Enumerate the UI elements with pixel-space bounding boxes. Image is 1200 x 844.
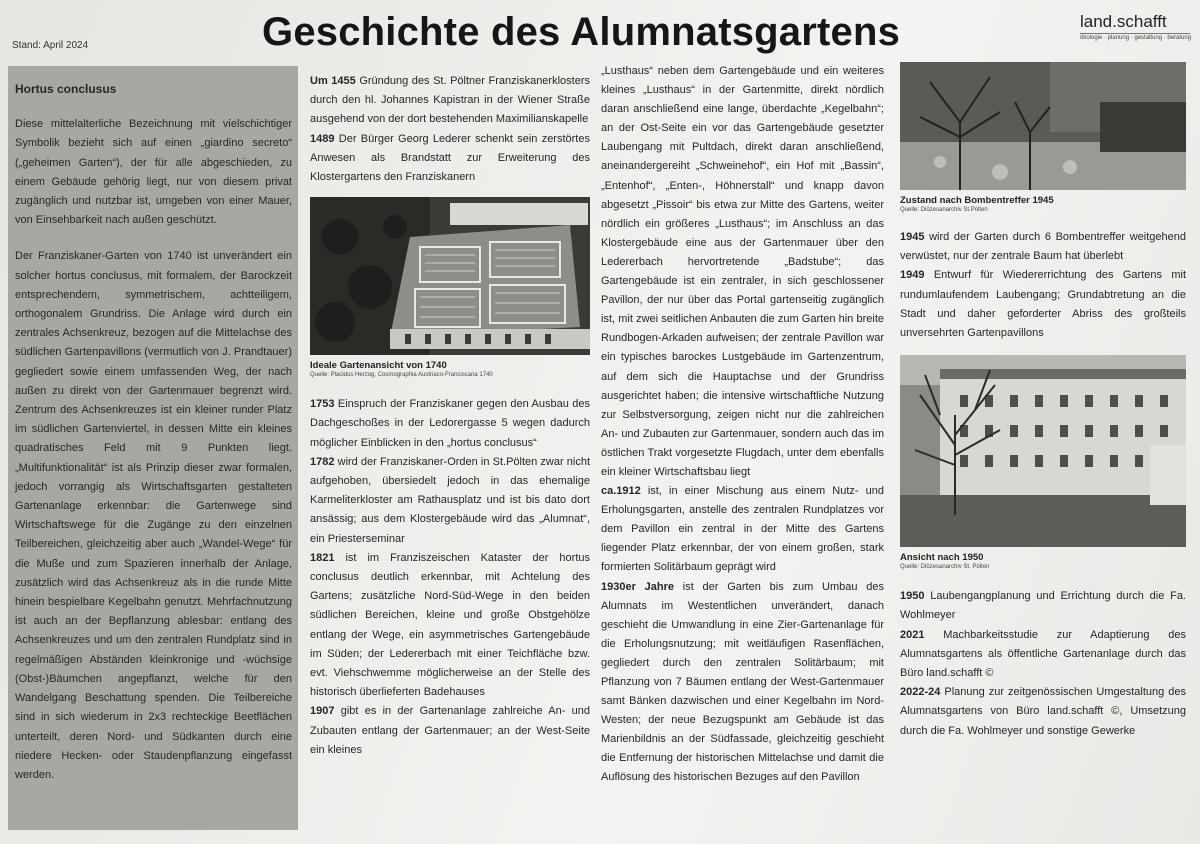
entry-2021: 2021 Machbarkeitsstudie zur Adaptierung des Alumnatsgartens als öffentliche Gartenanlage durch das Büro land.schafft © xyxy=(900,628,1186,680)
bomb-damage-photo xyxy=(900,62,1186,190)
entry-1455: Um 1455 Gründung des St. Pöltner Franziskanerklosters durch den hl. Johannes Kapistran in der Wiener Straße ausgehend von der dort bestehenden Maximilianskapelle xyxy=(310,75,590,126)
view-after-1950-image xyxy=(900,355,1186,547)
entry-1753: 1753 Einspruch der Franziskaner gegen den Ausbau des Dachgeschoßes in der Ledorergasse 5 wegen dadurch möglicher Einblicken in den „hortus conclusus“ xyxy=(310,398,590,449)
logo-tagline: ökologie · planung · gestaltung · beratung xyxy=(1080,35,1192,41)
building-1950-photo xyxy=(900,355,1186,547)
panel-heading: Hortus conclusus xyxy=(15,82,117,96)
entry-1821: 1821 ist im Franziszeischen Kataster der hortus conclusus deutlich erkennbar, mit Achtelung des Gartens; zusätzliche Nord-Süd-Wege in den beiden südlichen Bereichen, kleine und große Obstgehölze entlang der Wege, ein asymmetrisches Gartengebäude im Süden; der Ledererbach mit einer Teichfläche bzw. evt. Viehschwemme möglicherweise an der Stelle des historisch überlieferten Badehauses xyxy=(310,551,590,699)
entry-2022-24: 2022-24 Planung zur zeitgenössischen Umgestaltung des Alumnatsgartens von Büro land.schafft ©, Umsetzung durch die Fa. Wohlmeyer und sonstige Gewerke xyxy=(900,686,1186,737)
image-caption: Ideale Gartenansicht von 1740 xyxy=(310,360,447,372)
garden-plan-illustration xyxy=(310,197,590,355)
logo xyxy=(1080,12,1190,41)
entry-1782: 1782 wird der Franziskaner-Orden in St.Pölten zwar nicht aufgehoben, übersiedelt jedoch in das ehemalige Karmeliterkloster am Rathausplatz und ist bis dato dort ansässig; aus dem Klostergebäude wird das „Alumnat“, ein Priesterseminar xyxy=(310,455,590,545)
bomb-damage-1945-image xyxy=(900,62,1186,190)
timeline-column-3 xyxy=(601,62,884,788)
entry-1907-continued: „Lusthaus“ neben dem Gartengebäude und ein weiteres kleines „Lusthaus“ in der Gartenmitte, direkt nördlich daran anschließend eine lange, überdachte „Kegelbahn“; an der Ost-Seite ein vor das Gartengebäude gesetzter Laubengang mit Pultdach, direkt daran anschließend, aneinandergereiht „Schweinehof“, ein Hof mit „Bassin“, „Entenhof“, „Enten-, Höhnerstall“ und knapp davon abgesetzt „Pissoir“ bis etwa zur Mitte des Gartens, weiter nördlich ein größeres „Lusthaus“; im Anschluss an das Klostergebäude eine aus der Gartenmauer über den Ledererbach hervortretende „Badstube“; das Gartengebäude ist ein zentraler, in sich geschlossener Pavillon, der nur über das Portal gartenseitig zugänglich ist, mit zwei seitlichen Anbauten die zum Garten hin breite Rundbogen-Arkaden aufweisen; der zentrale Pavillon war ein typisches barockes Lustgebäude im Gartenzentrum, auf dem sich die Hauptachse und der Grundriss ausgerichtet haben; die intensive wirtschaftliche Nutzung zur Selbstversorgung, zeigen nicht nur die zahlreichen An- und Zubauten zur Gartenmauer, sondern auch das im östlichen Trakt vorgesetzte Flugdach, unter dem ebenfalls ein kleiner Wirtschaftsbau liegt xyxy=(601,65,884,478)
entry-1950: 1950 Laubengangplanung und Errichtung durch die Fa. Wohlmeyer xyxy=(900,590,1186,622)
entry-1945: 1945 wird der Garten durch 6 Bombentreffer weitgehend verwüstet, nur der zentrale Baum hat überlebt xyxy=(900,231,1186,263)
image-caption-1950: Ansicht nach 1950 xyxy=(900,552,984,564)
logo-text: land.schafft xyxy=(1080,12,1167,31)
entry-1912: ca.1912 ist, in einer Mischung aus einem Nutz- und Erholungsgarten, anstelle des zentralen Rundplatzes vor dem Pavillon ein zentral in der Mitte des Gartens liegender Platz erkennbar, der von einem großen, stark formierten Solitärbaum geprägt wird xyxy=(601,485,884,574)
garden-description-paragraph: Der Franziskaner-Garten von 1740 ist unverändert ein solcher hortus conclusus, mit formalem, der Barockzeit entsprechendem, symmetrischem, achtteiligem, orthogonalem Grundriss. Die Anlage wird durch ein zentrales Achsenkreuz, bezogen auf die Mittelachse des südlichen Gartenpavillons (vermutlich von J. Prandtauer) gegliedert sowie einem umfassenden Weg, der nach außen zu direkt von der Gartenmauer begrenzt wird. Zentrum des Achsenkreuzes ist ein kleiner runder Platz im südlichen Gartenviertel, in dessen Mitte ein kleines quadratisches Feld mit 9 Punkten liegt. „Multifunktionalität“ ist als Prinzip dieser zwar formalen, jedoch vorrangig als Wirtschaftsgarten gestalteten Gartenanlage erkennbar: die Gartenwege sind Wirtschaftswege für die Zugänge zu den einzelnen Teilbereichen, gleichzeitig aber auch „Wandel-Wege“ für die Muße und zum Spazieren innerhalb der Anlage, zusätzlich wird das Achsenkreuz als in die runde Mitte hinein bespielbare Kegelbahn genutzt. Mehrfachnutzung ist auch an der Bepflanzung ablesbar: entlang des Achsenkreuzes und um den zentralen Rundplatz sind in regelmäßigen Abständen kleinkronige und -wüchsige (Obst-)Bäumchen angepflanzt, welche für den Wandelgang Beschattung spenden. Die Teilbereiche sind in sich wiederum in 2x3 rechteckige Beetflächen unterteilt, deren Nord- und Südkanten durch eine niedere Hecken- oder Staudenpflanzung eingefasst werden. xyxy=(15,250,292,781)
date-stamp: Stand: April 2024 xyxy=(12,40,89,51)
page-title: Geschichte des Alumnatsgartens xyxy=(262,10,901,54)
intro-paragraph: Diese mittelalterliche Bezeichnung mit vielschichtiger Symbolik bezieht sich auf einen „giardino secreto“ („geheimen Garten“), der für alle abgeschieden, zu einem Gebäude gehörig liegt, nur von diesem privat zugänglich und nutzbar ist, umgeben von einer Mauer, von Einsehbarkeit nach außen geschützt. xyxy=(15,118,292,227)
timeline-column-4 xyxy=(900,62,1186,741)
garden-view-1740-image xyxy=(310,197,590,355)
timeline-column-2 xyxy=(310,72,590,760)
image-source-1945: Quelle: Diözesanarchiv St.Pölten xyxy=(900,207,988,213)
image-caption-1945: Zustand nach Bombentreffer 1945 xyxy=(900,195,1054,206)
image-source: Quelle: Placidus Herzog, Cosmographia Austriaco-Franciscana 1740 xyxy=(310,372,493,379)
hortus-conclusus-panel xyxy=(8,66,298,830)
image-source-1950: Quelle: Diözesanarchiv St. Pölten xyxy=(900,564,990,571)
entry-1949: 1949 Entwurf für Wiedererrichtung des Gartens mit rundumlaufendem Laubengang; Grundabtretung an die Stadt und daher geforderter Abriss des großteils unversehrten Gartenpavillons xyxy=(900,269,1186,340)
entry-1930s: 1930er Jahre ist der Garten bis zum Umbau des Alumnats im Westentlichen unverändert, danach geschieht die Umwandlung in eine Zier-Gartenanlage für die Erholungsnutzung; mit weitläufigen Rasenflächen, gegliedert durch den zentralen Solitärbaum; mit Pflanzung von 7 Bäumen entlang der West-Gartenmauer samt Bänken dazwischen und einer Kegelbahn im Nord-Westen; der neue Bezugspunkt am Gebäude ist das Marienbildnis an der Südfassade, gleichzeitig geschieht die Entfernung der historischen Mittelachse und damit die Auflösung des historischen Bezuges auf den Pavillon xyxy=(601,580,884,784)
entry-1907: 1907 gibt es in der Gartenanlage zahlreiche An- und Zubauten entlang der Gartenmauer; an der West-Seite ein kleines xyxy=(310,705,590,756)
entry-1489: 1489 Der Bürger Georg Lederer schenkt sein zerstörtes Anwesen als Brandstatt zur Erweiterung des Klostergartens den Franziskanern xyxy=(310,132,590,184)
